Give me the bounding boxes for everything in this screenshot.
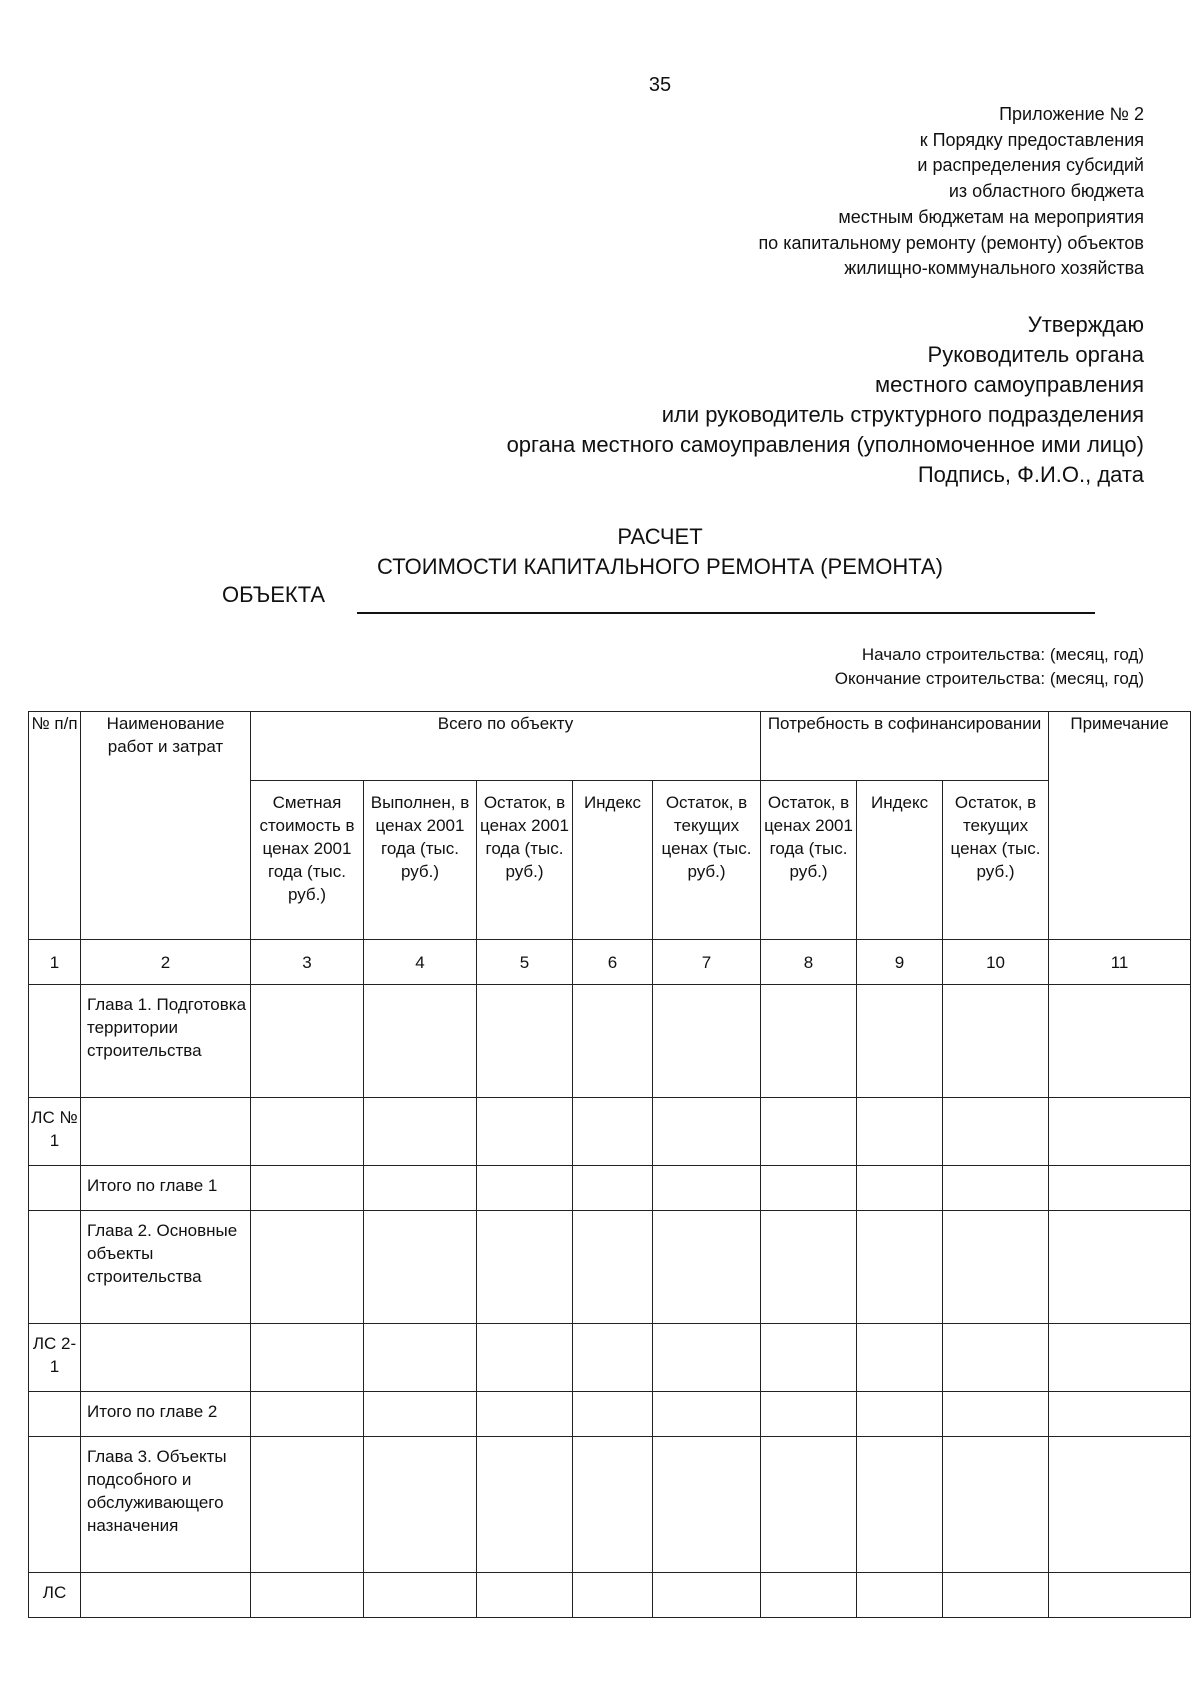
- row-num-cell: [29, 1392, 81, 1437]
- header-cofin-remainder-2001: Остаток, в ценах 2001 года (тыс. руб.): [761, 781, 857, 940]
- column-number-row: [29, 940, 1191, 985]
- table-cell[interactable]: [761, 1437, 857, 1573]
- table-cell[interactable]: [364, 1437, 477, 1573]
- table-cell[interactable]: [653, 1211, 761, 1324]
- header-total-group: Всего по объекту: [251, 712, 761, 781]
- table-cell[interactable]: [653, 1166, 761, 1211]
- table-cell[interactable]: [761, 1211, 857, 1324]
- table-cell[interactable]: [251, 1211, 364, 1324]
- row-name-cell: Глава 1. Подготовка территории строительства: [81, 985, 251, 1098]
- table-cell[interactable]: [364, 1098, 477, 1166]
- appendix-line: к Порядку предоставления: [919, 129, 1144, 150]
- table-cell[interactable]: [857, 1166, 943, 1211]
- row-name-cell: [81, 1098, 251, 1166]
- approval-line: Руководитель органа: [927, 342, 1144, 367]
- table-row: [29, 1098, 1191, 1166]
- table-cell[interactable]: [573, 1573, 653, 1618]
- table-cell[interactable]: [477, 1437, 573, 1573]
- table-cell[interactable]: [477, 985, 573, 1098]
- column-number: 9: [857, 940, 943, 985]
- document-title: [0, 522, 1200, 582]
- appendix-line: по капитальному ремонту (ремонту) объектов: [758, 232, 1144, 253]
- table-cell[interactable]: [477, 1392, 573, 1437]
- row-num-cell: [29, 985, 81, 1098]
- approval-block: [507, 310, 1144, 490]
- table-cell[interactable]: [364, 1324, 477, 1392]
- table-cell[interactable]: [857, 1573, 943, 1618]
- table-cell[interactable]: [1049, 1573, 1191, 1618]
- table-cell[interactable]: [761, 1573, 857, 1618]
- table-cell[interactable]: [364, 985, 477, 1098]
- header-completed: Выполнен, в ценах 2001 года (тыс. руб.): [364, 781, 477, 940]
- appendix-reference: [758, 102, 1144, 282]
- header-num: № п/п: [29, 712, 81, 940]
- table-cell[interactable]: [653, 1324, 761, 1392]
- header-estimate-cost: Сметная стоимость в ценах 2001 года (тыс. руб.): [251, 781, 364, 940]
- object-name-blank-line[interactable]: [357, 612, 1095, 614]
- table-cell[interactable]: [251, 985, 364, 1098]
- table-cell[interactable]: [653, 1573, 761, 1618]
- table-cell[interactable]: [761, 1098, 857, 1166]
- table-cell[interactable]: [943, 1573, 1049, 1618]
- table-cell[interactable]: [477, 1324, 573, 1392]
- table-cell[interactable]: [364, 1392, 477, 1437]
- table-cell[interactable]: [761, 985, 857, 1098]
- table-cell[interactable]: [857, 1324, 943, 1392]
- row-name-cell: Глава 2. Основные объекты строительства: [81, 1211, 251, 1324]
- column-number: 2: [81, 940, 251, 985]
- column-number: 7: [653, 940, 761, 985]
- table-cell[interactable]: [251, 1437, 364, 1573]
- construction-start: Начало строительства: (месяц, год): [861, 645, 1144, 664]
- object-label: ОБЪЕКТА: [222, 582, 326, 607]
- table-cell[interactable]: [1049, 1211, 1191, 1324]
- table-cell[interactable]: [477, 1573, 573, 1618]
- header-remainder-2001: Остаток, в ценах 2001 года (тыс. руб.): [477, 781, 573, 940]
- table-cell[interactable]: [573, 985, 653, 1098]
- table-cell[interactable]: [251, 1573, 364, 1618]
- table-cell[interactable]: [1049, 1166, 1191, 1211]
- row-name-cell: Итого по главе 2: [81, 1392, 251, 1437]
- table-cell[interactable]: [653, 985, 761, 1098]
- table-cell[interactable]: [251, 1166, 364, 1211]
- table-cell[interactable]: [857, 1392, 943, 1437]
- table-cell[interactable]: [653, 1098, 761, 1166]
- row-name-cell: [81, 1324, 251, 1392]
- table-cell[interactable]: [251, 1098, 364, 1166]
- table-cell[interactable]: [573, 1324, 653, 1392]
- table-cell[interactable]: [477, 1211, 573, 1324]
- table-row: [29, 985, 1191, 1098]
- approval-line: местного самоуправления: [874, 372, 1144, 397]
- table-cell[interactable]: [573, 1392, 653, 1437]
- table-cell[interactable]: [573, 1211, 653, 1324]
- table-cell[interactable]: [943, 1437, 1049, 1573]
- table-cell[interactable]: [943, 985, 1049, 1098]
- column-number: 8: [761, 940, 857, 985]
- table-cell[interactable]: [761, 1392, 857, 1437]
- appendix-line: местным бюджетам на мероприятия: [838, 206, 1144, 227]
- table-cell[interactable]: [653, 1392, 761, 1437]
- appendix-line: жилищно-коммунального хозяйства: [844, 258, 1144, 279]
- column-number: 3: [251, 940, 364, 985]
- page-number: 35: [648, 74, 672, 96]
- table-cell[interactable]: [943, 1324, 1049, 1392]
- title-line-2: СТОИМОСТИ КАПИТАЛЬНОГО РЕМОНТА (РЕМОНТА): [377, 554, 943, 579]
- header-row-1: [29, 712, 1191, 781]
- column-number: 6: [573, 940, 653, 985]
- table-cell[interactable]: [761, 1166, 857, 1211]
- construction-dates: [835, 643, 1144, 691]
- approval-line: Подпись, Ф.И.О., дата: [917, 462, 1144, 487]
- approval-line: или руководитель структурного подразделения: [661, 402, 1144, 427]
- approval-line: органа местного самоуправления (уполномоченное ими лицо): [506, 432, 1144, 457]
- table-cell[interactable]: [943, 1392, 1049, 1437]
- row-name-cell: [81, 1573, 251, 1618]
- table-cell[interactable]: [857, 1211, 943, 1324]
- cost-calculation-table: [28, 711, 1191, 1618]
- table-cell[interactable]: [857, 1437, 943, 1573]
- row-num-cell: [29, 1166, 81, 1211]
- table-cell[interactable]: [1049, 985, 1191, 1098]
- row-num-cell: [29, 1211, 81, 1324]
- title-line-1: РАСЧЕТ: [617, 524, 703, 549]
- appendix-line: и распределения субсидий: [917, 155, 1144, 176]
- row-num-cell: ЛС 2-1: [29, 1324, 81, 1392]
- table-cell[interactable]: [364, 1573, 477, 1618]
- row-num-cell: ЛС № 1: [29, 1098, 81, 1166]
- table-cell[interactable]: [573, 1098, 653, 1166]
- header-cofin-remainder-current: Остаток, в текущих ценах (тыс. руб.): [943, 781, 1049, 940]
- table-cell[interactable]: [364, 1166, 477, 1211]
- table-cell[interactable]: [857, 1098, 943, 1166]
- table-cell[interactable]: [943, 1166, 1049, 1211]
- table-cell[interactable]: [653, 1437, 761, 1573]
- table-cell[interactable]: [1049, 1392, 1191, 1437]
- approval-line: Утверждаю: [1027, 312, 1144, 337]
- table-cell[interactable]: [943, 1211, 1049, 1324]
- table-row: [29, 1437, 1191, 1573]
- table-cell[interactable]: [477, 1098, 573, 1166]
- table-cell[interactable]: [573, 1166, 653, 1211]
- table-row: [29, 1392, 1191, 1437]
- header-name: Наименование работ и затрат: [81, 712, 251, 940]
- row-name-cell: Глава 3. Объекты подсобного и обслуживающего назначения: [81, 1437, 251, 1573]
- table-cell[interactable]: [251, 1392, 364, 1437]
- column-number: 4: [364, 940, 477, 985]
- table-cell[interactable]: [1049, 1098, 1191, 1166]
- row-num-cell: [29, 1437, 81, 1573]
- header-remainder-current: Остаток, в текущих ценах (тыс. руб.): [653, 781, 761, 940]
- table-cell[interactable]: [573, 1437, 653, 1573]
- column-number: 1: [29, 940, 81, 985]
- table-row: [29, 1211, 1191, 1324]
- column-number: 5: [477, 940, 573, 985]
- column-number: 10: [943, 940, 1049, 985]
- table-row: [29, 1324, 1191, 1392]
- table-cell[interactable]: [364, 1211, 477, 1324]
- header-index: Индекс: [573, 781, 653, 940]
- table-cell[interactable]: [943, 1098, 1049, 1166]
- table-cell[interactable]: [857, 985, 943, 1098]
- header-note: Примечание: [1049, 712, 1191, 940]
- table-cell[interactable]: [761, 1324, 857, 1392]
- header-cofin-index: Индекс: [857, 781, 943, 940]
- header-cofinancing-group: Потребность в софинансировании: [761, 712, 1049, 781]
- row-name-cell: Итого по главе 1: [81, 1166, 251, 1211]
- table-cell[interactable]: [1049, 1324, 1191, 1392]
- construction-end: Окончание строительства: (месяц, год): [834, 669, 1144, 688]
- table-cell[interactable]: [1049, 1437, 1191, 1573]
- table-row: [29, 1166, 1191, 1211]
- table-cell[interactable]: [477, 1166, 573, 1211]
- appendix-line: Приложение № 2: [999, 104, 1144, 124]
- appendix-line: из областного бюджета: [948, 181, 1144, 202]
- table-cell[interactable]: [251, 1324, 364, 1392]
- column-number: 11: [1049, 940, 1191, 985]
- table-row: [29, 1573, 1191, 1618]
- row-num-cell: ЛС: [29, 1573, 81, 1618]
